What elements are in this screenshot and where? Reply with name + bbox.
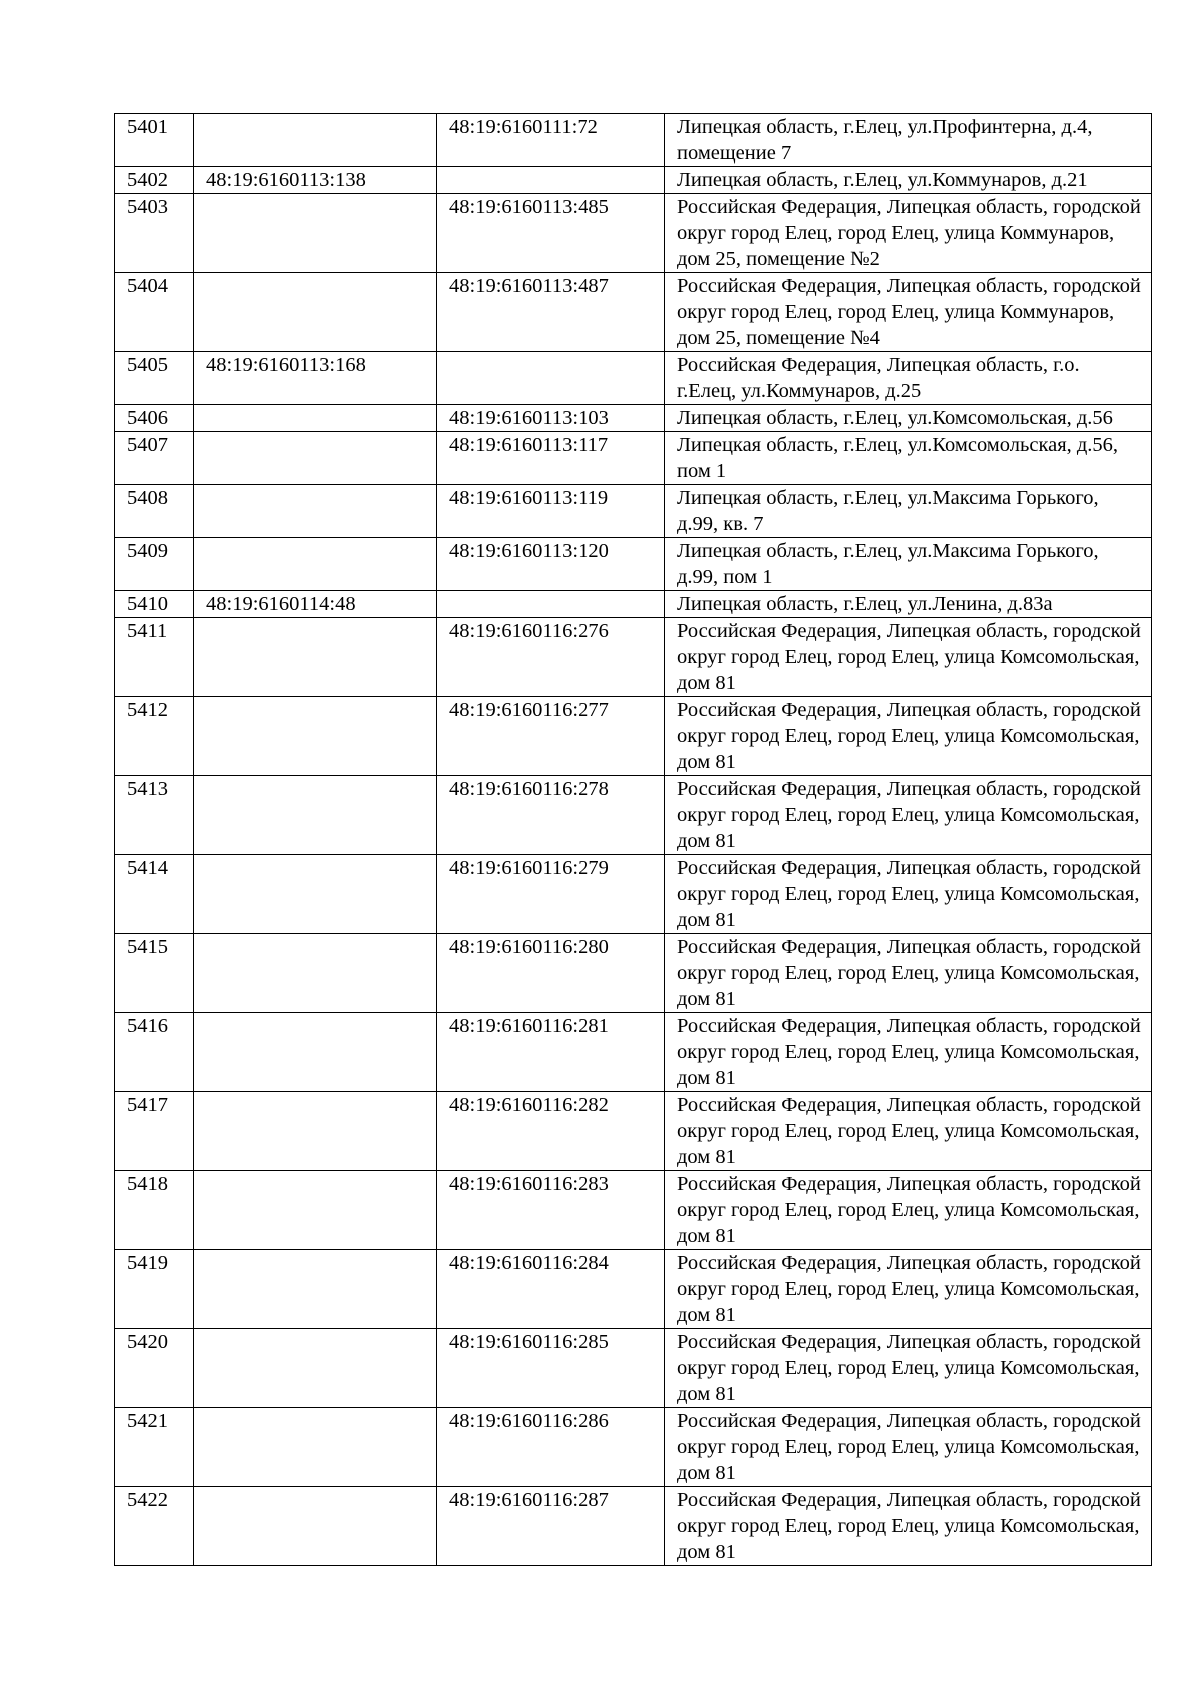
premises-cadastral-number-cell: 48:19:6160116:282 [437, 1092, 665, 1171]
building-cadastral-number-cell [194, 194, 437, 273]
row-number-cell: 5417 [115, 1092, 194, 1171]
address-cell: Российская Федерация, Липецкая область, городской округ город Елец, город Елец, улица Комсомольская, дом 81 [665, 1487, 1152, 1566]
row-number-cell: 5410 [115, 591, 194, 618]
premises-cadastral-number-cell: 48:19:6160116:277 [437, 697, 665, 776]
building-cadastral-number-cell [194, 618, 437, 697]
table-row [115, 485, 1152, 538]
row-number-cell: 5421 [115, 1408, 194, 1487]
table-row [115, 618, 1152, 697]
table-row [115, 776, 1152, 855]
building-cadastral-number-cell [194, 776, 437, 855]
address-cell: Российская Федерация, Липецкая область, городской округ город Елец, город Елец, улица Комсомольская, дом 81 [665, 934, 1152, 1013]
table-row [115, 1329, 1152, 1408]
premises-cadastral-number-cell: 48:19:6160116:285 [437, 1329, 665, 1408]
building-cadastral-number-cell: 48:19:6160114:48 [194, 591, 437, 618]
building-cadastral-number-cell [194, 697, 437, 776]
row-number-cell: 5414 [115, 855, 194, 934]
address-cell: Российская Федерация, Липецкая область, городской округ город Елец, город Елец, улица Коммунаров, дом 25, помещение №4 [665, 273, 1152, 352]
table-row [115, 1171, 1152, 1250]
table-row [115, 114, 1152, 167]
address-cell: Российская Федерация, Липецкая область, г.о. г.Елец, ул.Коммунаров, д.25 [665, 352, 1152, 405]
address-cell: Липецкая область, г.Елец, ул.Профинтерна, д.4, помещение 7 [665, 114, 1152, 167]
address-cell: Российская Федерация, Липецкая область, городской округ город Елец, город Елец, улица Комсомольская, дом 81 [665, 1171, 1152, 1250]
building-cadastral-number-cell [194, 114, 437, 167]
table-row [115, 591, 1152, 618]
table-row [115, 432, 1152, 485]
premises-cadastral-number-cell [437, 167, 665, 194]
building-cadastral-number-cell [194, 432, 437, 485]
row-number-cell: 5402 [115, 167, 194, 194]
premises-cadastral-number-cell: 48:19:6160113:119 [437, 485, 665, 538]
address-cell: Липецкая область, г.Елец, ул.Коммунаров, д.21 [665, 167, 1152, 194]
building-cadastral-number-cell [194, 405, 437, 432]
table-row [115, 194, 1152, 273]
row-number-cell: 5403 [115, 194, 194, 273]
table-row [115, 405, 1152, 432]
premises-cadastral-number-cell: 48:19:6160116:281 [437, 1013, 665, 1092]
table-row [115, 855, 1152, 934]
table-row [115, 1408, 1152, 1487]
building-cadastral-number-cell [194, 485, 437, 538]
address-cell: Российская Федерация, Липецкая область, городской округ город Елец, город Елец, улица Комсомольская, дом 81 [665, 1408, 1152, 1487]
building-cadastral-number-cell [194, 1329, 437, 1408]
table-row [115, 352, 1152, 405]
address-cell: Российская Федерация, Липецкая область, городской округ город Елец, город Елец, улица Комсомольская, дом 81 [665, 1092, 1152, 1171]
building-cadastral-number-cell [194, 934, 437, 1013]
row-number-cell: 5411 [115, 618, 194, 697]
row-number-cell: 5408 [115, 485, 194, 538]
building-cadastral-number-cell [194, 855, 437, 934]
address-cell: Липецкая область, г.Елец, ул.Максима Горького, д.99, кв. 7 [665, 485, 1152, 538]
row-number-cell: 5409 [115, 538, 194, 591]
table-row [115, 273, 1152, 352]
building-cadastral-number-cell [194, 273, 437, 352]
building-cadastral-number-cell [194, 1408, 437, 1487]
premises-cadastral-number-cell: 48:19:6160113:117 [437, 432, 665, 485]
premises-cadastral-number-cell: 48:19:6160111:72 [437, 114, 665, 167]
row-number-cell: 5418 [115, 1171, 194, 1250]
row-number-cell: 5420 [115, 1329, 194, 1408]
building-cadastral-number-cell: 48:19:6160113:138 [194, 167, 437, 194]
table-row [115, 538, 1152, 591]
row-number-cell: 5412 [115, 697, 194, 776]
building-cadastral-number-cell [194, 538, 437, 591]
address-cell: Российская Федерация, Липецкая область, городской округ город Елец, город Елец, улица Коммунаров, дом 25, помещение №2 [665, 194, 1152, 273]
premises-cadastral-number-cell: 48:19:6160116:283 [437, 1171, 665, 1250]
address-cell: Липецкая область, г.Елец, ул.Комсомольская, д.56, пом 1 [665, 432, 1152, 485]
premises-cadastral-number-cell [437, 352, 665, 405]
premises-cadastral-number-cell: 48:19:6160116:280 [437, 934, 665, 1013]
row-number-cell: 5406 [115, 405, 194, 432]
address-cell: Российская Федерация, Липецкая область, городской округ город Елец, город Елец, улица Комсомольская, дом 81 [665, 618, 1152, 697]
premises-cadastral-number-cell [437, 591, 665, 618]
table-row [115, 1092, 1152, 1171]
premises-cadastral-number-cell: 48:19:6160113:103 [437, 405, 665, 432]
row-number-cell: 5405 [115, 352, 194, 405]
building-cadastral-number-cell [194, 1487, 437, 1566]
address-cell: Российская Федерация, Липецкая область, городской округ город Елец, город Елец, улица Комсомольская, дом 81 [665, 1329, 1152, 1408]
building-cadastral-number-cell [194, 1171, 437, 1250]
row-number-cell: 5415 [115, 934, 194, 1013]
row-number-cell: 5419 [115, 1250, 194, 1329]
premises-cadastral-number-cell: 48:19:6160116:278 [437, 776, 665, 855]
table-row [115, 1013, 1152, 1092]
premises-cadastral-number-cell: 48:19:6160116:276 [437, 618, 665, 697]
row-number-cell: 5401 [115, 114, 194, 167]
address-cell: Липецкая область, г.Елец, ул.Ленина, д.83а [665, 591, 1152, 618]
premises-cadastral-number-cell: 48:19:6160113:485 [437, 194, 665, 273]
address-cell: Липецкая область, г.Елец, ул.Максима Горького, д.99, пом 1 [665, 538, 1152, 591]
premises-cadastral-number-cell: 48:19:6160116:287 [437, 1487, 665, 1566]
premises-cadastral-number-cell: 48:19:6160113:120 [437, 538, 665, 591]
row-number-cell: 5422 [115, 1487, 194, 1566]
building-cadastral-number-cell [194, 1250, 437, 1329]
address-cell: Российская Федерация, Липецкая область, городской округ город Елец, город Елец, улица Комсомольская, дом 81 [665, 1013, 1152, 1092]
table-row [115, 167, 1152, 194]
address-cell: Российская Федерация, Липецкая область, городской округ город Елец, город Елец, улица Комсомольская, дом 81 [665, 1250, 1152, 1329]
table-row [115, 1250, 1152, 1329]
building-cadastral-number-cell: 48:19:6160113:168 [194, 352, 437, 405]
table-row [115, 934, 1152, 1013]
address-cell: Российская Федерация, Липецкая область, городской округ город Елец, город Елец, улица Комсомольская, дом 81 [665, 697, 1152, 776]
table-row [115, 697, 1152, 776]
premises-cadastral-number-cell: 48:19:6160116:286 [437, 1408, 665, 1487]
address-cell: Российская Федерация, Липецкая область, городской округ город Елец, город Елец, улица Комсомольская, дом 81 [665, 855, 1152, 934]
premises-cadastral-number-cell: 48:19:6160116:284 [437, 1250, 665, 1329]
premises-cadastral-number-cell: 48:19:6160113:487 [437, 273, 665, 352]
building-cadastral-number-cell [194, 1013, 437, 1092]
registry-table-body [115, 114, 1152, 1566]
building-cadastral-number-cell [194, 1092, 437, 1171]
address-cell: Российская Федерация, Липецкая область, городской округ город Елец, город Елец, улица Комсомольская, дом 81 [665, 776, 1152, 855]
row-number-cell: 5404 [115, 273, 194, 352]
row-number-cell: 5407 [115, 432, 194, 485]
row-number-cell: 5413 [115, 776, 194, 855]
registry-table [114, 113, 1152, 1566]
row-number-cell: 5416 [115, 1013, 194, 1092]
address-cell: Липецкая область, г.Елец, ул.Комсомольская, д.56 [665, 405, 1152, 432]
premises-cadastral-number-cell: 48:19:6160116:279 [437, 855, 665, 934]
table-row [115, 1487, 1152, 1566]
